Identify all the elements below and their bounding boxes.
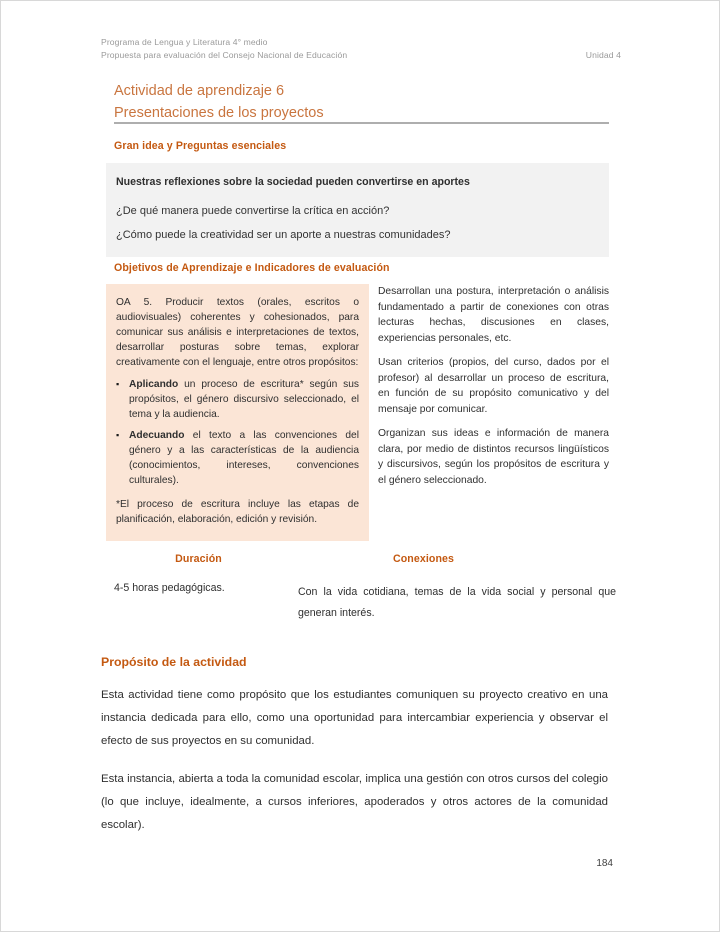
oa-intro-text: OA 5. Producir textos (orales, escritos o audiovisuales) coherentes y cohesionados, para comunicar sus análisis e interpretaciones de textos, desarrollar posturas sobre temas, explorar creativamente con el lenguaje, entre otros propósitos: [116, 297, 359, 368]
oa-bullet-item [116, 377, 359, 422]
oa-bullet-rest: un proceso de escritura* según sus propósitos, el género discursivo seleccionado, el tema y la audiencia. [129, 379, 359, 420]
activity-title-line-1: Actividad de aprendizaje 6 [114, 83, 285, 99]
oa-footnote: *El proceso de escritura incluye las etapas de planificación, elaboración, edición y revisión. [116, 499, 359, 525]
objectives-columns [106, 284, 609, 541]
activity-title [114, 80, 609, 124]
connections-heading: Conexiones [392, 553, 455, 565]
purpose-body [101, 684, 608, 852]
duration-value: 4-5 horas pedagógicas. [114, 582, 225, 594]
essential-question: ¿Cómo puede la creatividad ser un aporte a nuestras comunidades? [116, 229, 451, 241]
oa-box [106, 284, 369, 541]
evaluation-indicators [378, 284, 609, 541]
big-idea-statement: Nuestras reflexiones sobre la sociedad pueden convertirse en aportes [116, 176, 470, 188]
oa-bullet-text [129, 428, 359, 488]
purpose-paragraph: Esta instancia, abierta a toda la comunidad escolar, implica una gestión con otros cursos del colegio (lo que incluye, idealmente, a cursos inferiores, apoderados y otros actores de la comunidad escolar). [101, 773, 608, 831]
big-idea-box [106, 163, 609, 257]
header-program-info [101, 36, 347, 62]
oa-bullet-item [116, 428, 359, 488]
activity-title-line-2: Presentaciones de los proyectos [114, 105, 324, 121]
running-header [101, 36, 621, 62]
indicator-item: Desarrollan una postura, interpretación o análisis fundamentado a partir de conexiones con otras lecturas hechas, discusiones en clases, experiencias personales, etc. [378, 286, 609, 344]
objectives-heading: Objetivos de Aprendizaje e Indicadores de evaluación [114, 262, 390, 274]
purpose-paragraph: Esta actividad tiene como propósito que los estudiantes comuniquen su proyecto creativo en una instancia dedicada para ello, como una oportunidad para intercambiar experiencia y observar el efecto de sus proyectos en su comunidad. [101, 689, 608, 747]
indicator-item: Organizan sus ideas e información de manera clara, por medio de distintos recursos lingüísticos y discursivos, según los propósitos de escritura y el género seleccionado. [378, 428, 609, 486]
page-number: 184 [596, 858, 613, 869]
title-divider-rule [114, 122, 609, 124]
duration-heading: Duración [175, 553, 222, 565]
square-bullet-icon: ▪ [116, 430, 120, 440]
header-unit-label: Unidad 4 [585, 50, 621, 60]
oa-bullet-lead: Adecuando [129, 430, 185, 441]
big-idea-heading: Gran idea y Preguntas esenciales [114, 140, 287, 152]
header-line-2: Propuesta para evaluación del Consejo Nacional de Educación [101, 50, 348, 60]
oa-bullet-lead: Aplicando [129, 379, 179, 390]
essential-question: ¿De qué manera puede convertirse la crítica en acción? [116, 205, 390, 217]
oa-bullet-text [129, 377, 359, 422]
square-bullet-icon: ▪ [116, 379, 120, 389]
indicator-item: Usan criterios (propios, del curso, dados por el profesor) al desarrollar un proceso de escritura, en función de su propósito comunicativo y del mensaje por comunicar. [378, 357, 609, 415]
header-line-1: Programa de Lengua y Literatura 4° medio [101, 37, 268, 47]
connections-value: Con la vida cotidiana, temas de la vida social y personal que generan interés. [298, 586, 616, 619]
purpose-heading: Propósito de la actividad [101, 655, 247, 669]
oa-bullet-rest: el texto a las convenciones del género y a las características de la audiencia (conocimientos, intereses, convenciones culturales). [129, 430, 359, 486]
